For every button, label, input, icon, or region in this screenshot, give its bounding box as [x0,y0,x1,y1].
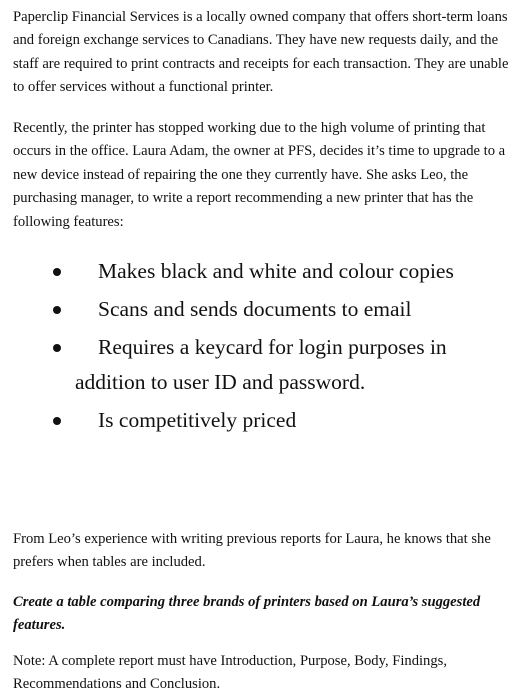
list-item [0,292,525,327]
list-item [0,330,525,400]
situation-paragraph: Recently, the printer has stopped working due to the high volume of printing that occurs in the office. Laura Adam, the owner at PFS, decides it’s time to upgrade to a new device instead of repairing the one they currently have. She asks Leo, the purchasing manager, to write a report recommending a new printer that has the following features: [13,120,506,230]
feature-text: Requires a keycard for login purposes in addition to user ID and password. [75,335,447,394]
bullet-icon [53,417,61,425]
intro-paragraph: Paperclip Financial Services is a locally owned company that offers short-term loans and foreign exchange services to Canadians. They have new requests daily, and the staff are required to print contracts and receipts for each transaction. They are unable to offer services without a functional printer. [13,9,509,96]
bullet-icon [53,306,61,314]
list-item [0,403,525,438]
features-list [0,254,525,441]
bullet-icon [53,344,61,352]
task-instruction: Create a table comparing three brands of printers based on Laura’s suggested features. [13,594,481,634]
feature-text: Makes black and white and colour copies [98,259,454,283]
feature-text: Is competitively priced [98,408,297,432]
list-item [0,254,525,289]
feature-text: Scans and sends documents to email [98,297,412,321]
bullet-icon [53,268,61,276]
report-note: Note: A complete report must have Introduction, Purpose, Body, Findings, Recommendations and Conclusion. [13,653,447,693]
tables-note-paragraph: From Leo’s experience with writing previous reports for Laura, he knows that she prefers when tables are included. [13,531,491,571]
